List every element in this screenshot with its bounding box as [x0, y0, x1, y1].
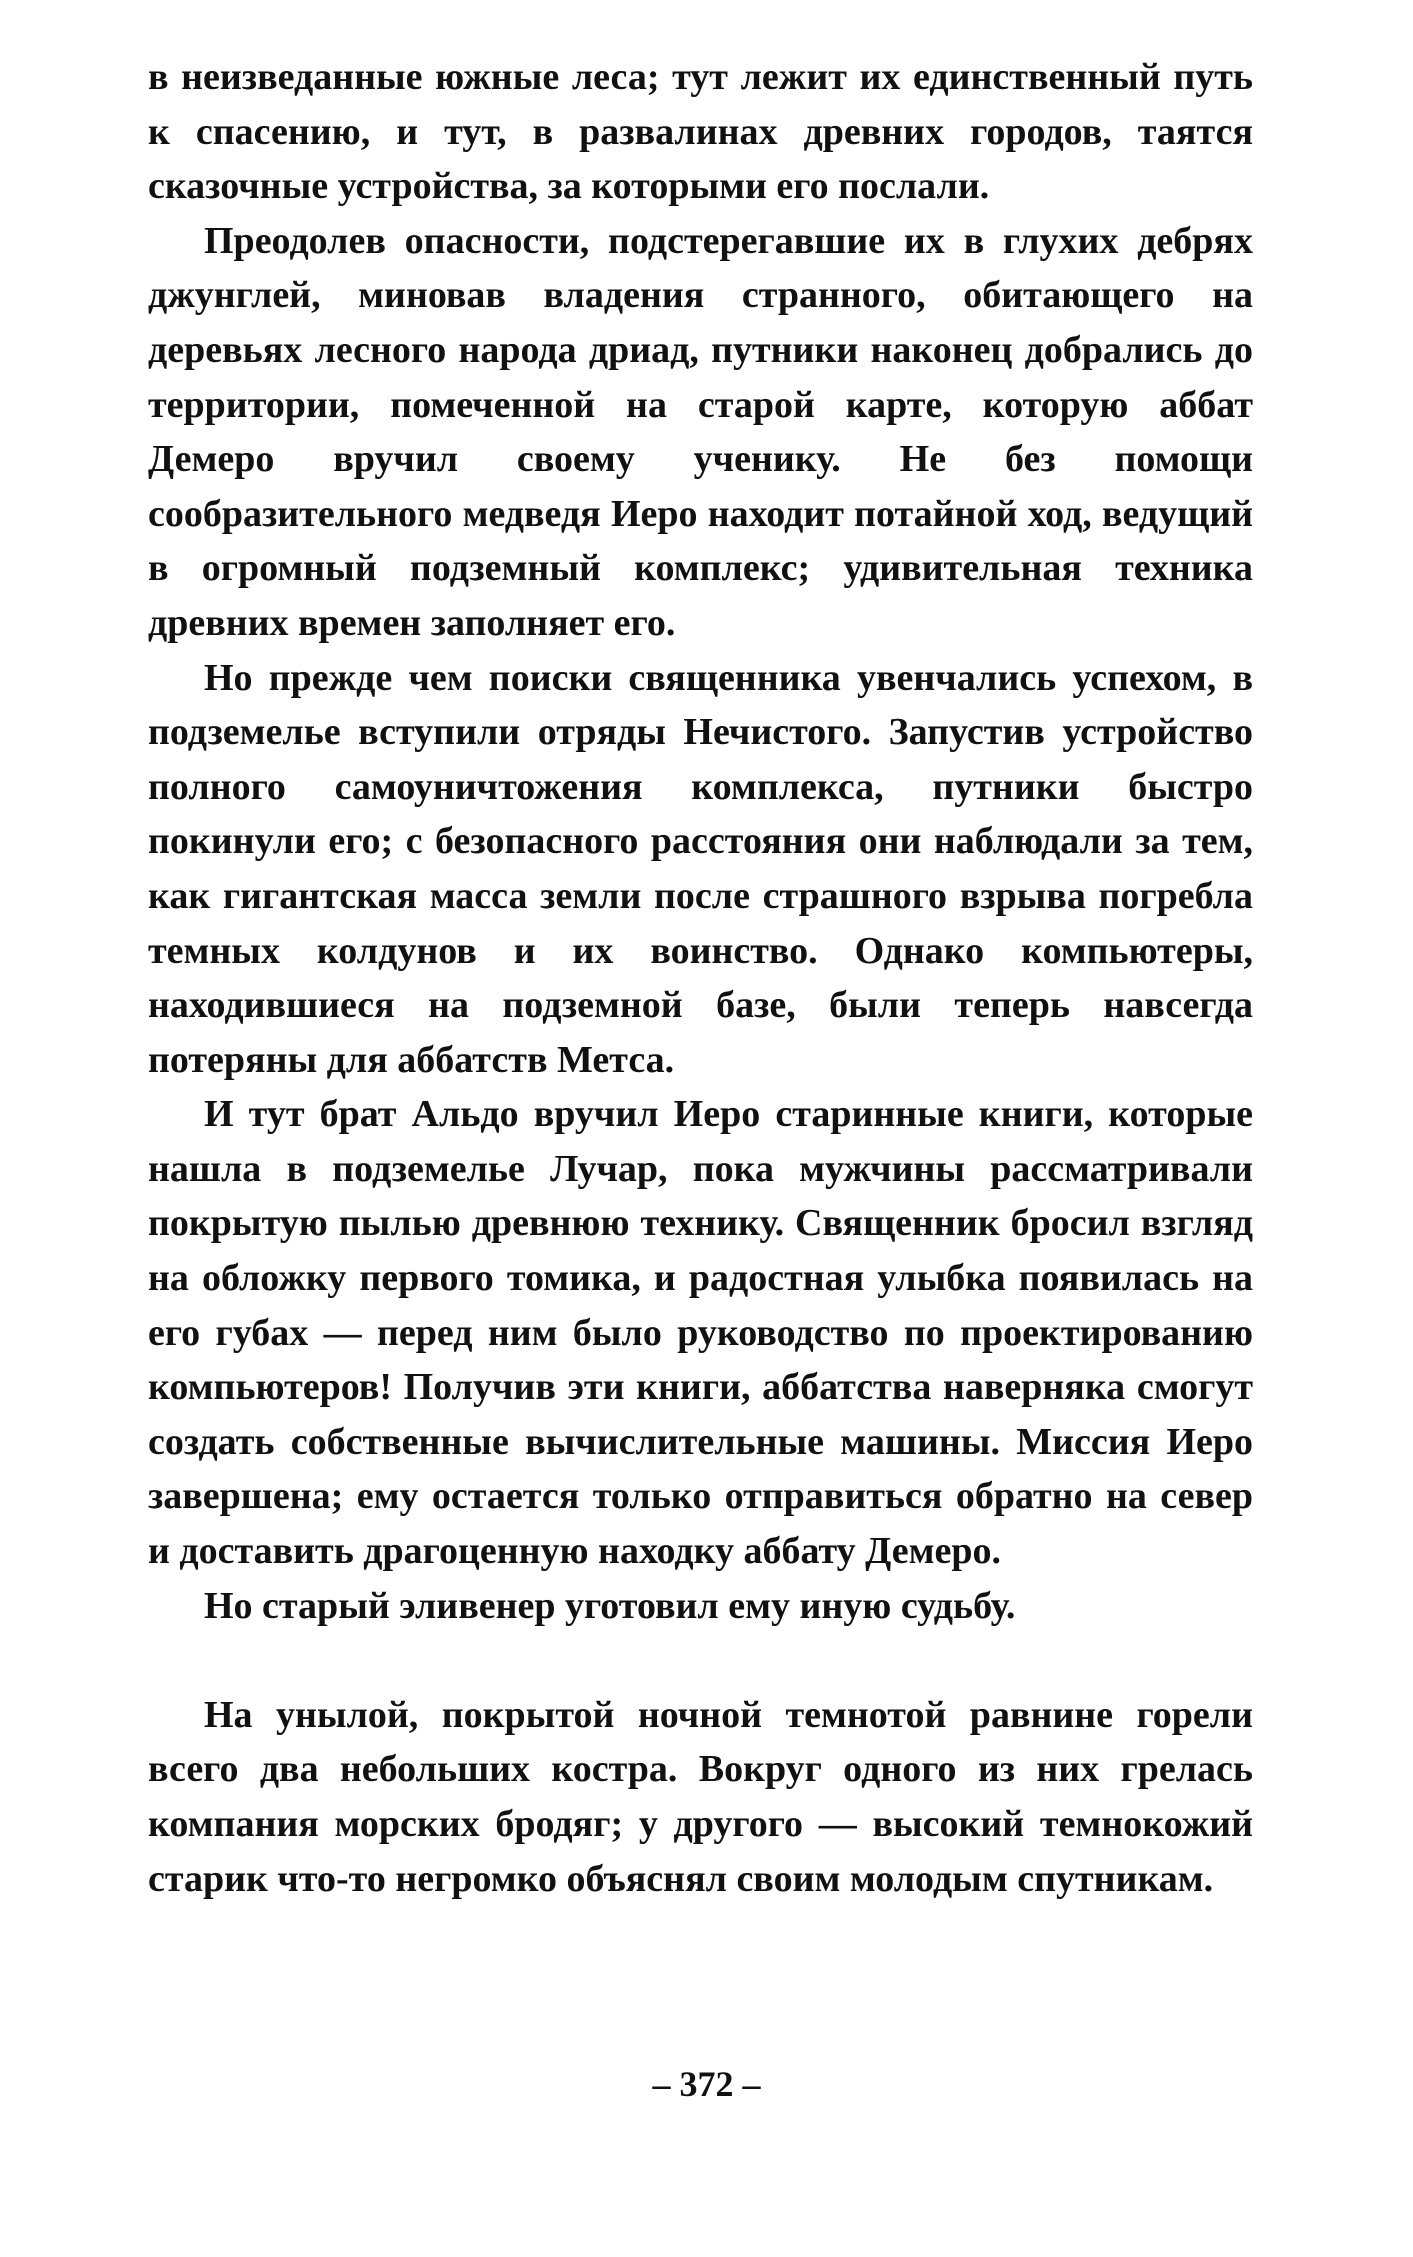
- paragraph-continuation: в неизведанные южные леса; тут лежит их единственный путь к спасению, и тут, в развалинах древних городов, таятся сказочные устройства, за которыми его послали.: [148, 56, 1253, 208]
- paragraph-3: Но прежде чем поиски священника увенчались успехом, в подземелье вступили отряды Нечистого. Запустив устройство полного самоуничтожения комплекса, путники быстро покинули его; с безопасного расстояния они наблюдали за тем, как гигантская масса земли после страшного взрыва погребла темных колдунов и их воинство. Однако компьютеры, находившиеся на подземной базе, были теперь навсегда потеряны для аббатств Метса.: [148, 656, 1253, 1081]
- body-text: [148, 50, 1253, 1906]
- paragraph-4: И тут брат Альдо вручил Иеро старинные книги, которые нашла в подземелье Лучар, пока мужчины рассматривали покрытую пылью древнюю технику. Священник бросил взгляд на обложку первого томика, и радостная улыбка появилась на его губах — перед ним было руководство по проектированию компьютеров! Получив эти книги, аббатства наверняка смогут создать собственные вычислительные машины. Миссия Иеро завершена; ему остается только отправиться обратно на север и доставить драгоценную находку аббату Демеро.: [148, 1093, 1253, 1573]
- paragraph-2: Преодолев опасности, подстерегавшие их в глухих дебрях джунглей, миновав владения странного, обитающего на деревьях лесного народа дриад, путники наконец добрались до территории, помеченной на старой карте, которую аббат Демеро вручил своему ученику. Не без помощи сообразительного медведя Иеро находит потайной ход, ведущий в огромный подземный комплекс; удивительная техника древних времен заполняет его.: [148, 219, 1253, 644]
- page-number: – 372 –: [652, 2064, 761, 2104]
- section-break: [148, 1633, 1253, 1688]
- paragraph-5: Но старый эливенер уготовил ему иную судьбу.: [204, 1584, 1016, 1627]
- paragraph-6: На унылой, покрытой ночной темнотой равнине горели всего два небольших костра. Вокруг одного из них грелась компания морских бродяг; у другого — высокий темнокожий старик что-то негромко объяснял своим молодым спутникам.: [148, 1693, 1253, 1900]
